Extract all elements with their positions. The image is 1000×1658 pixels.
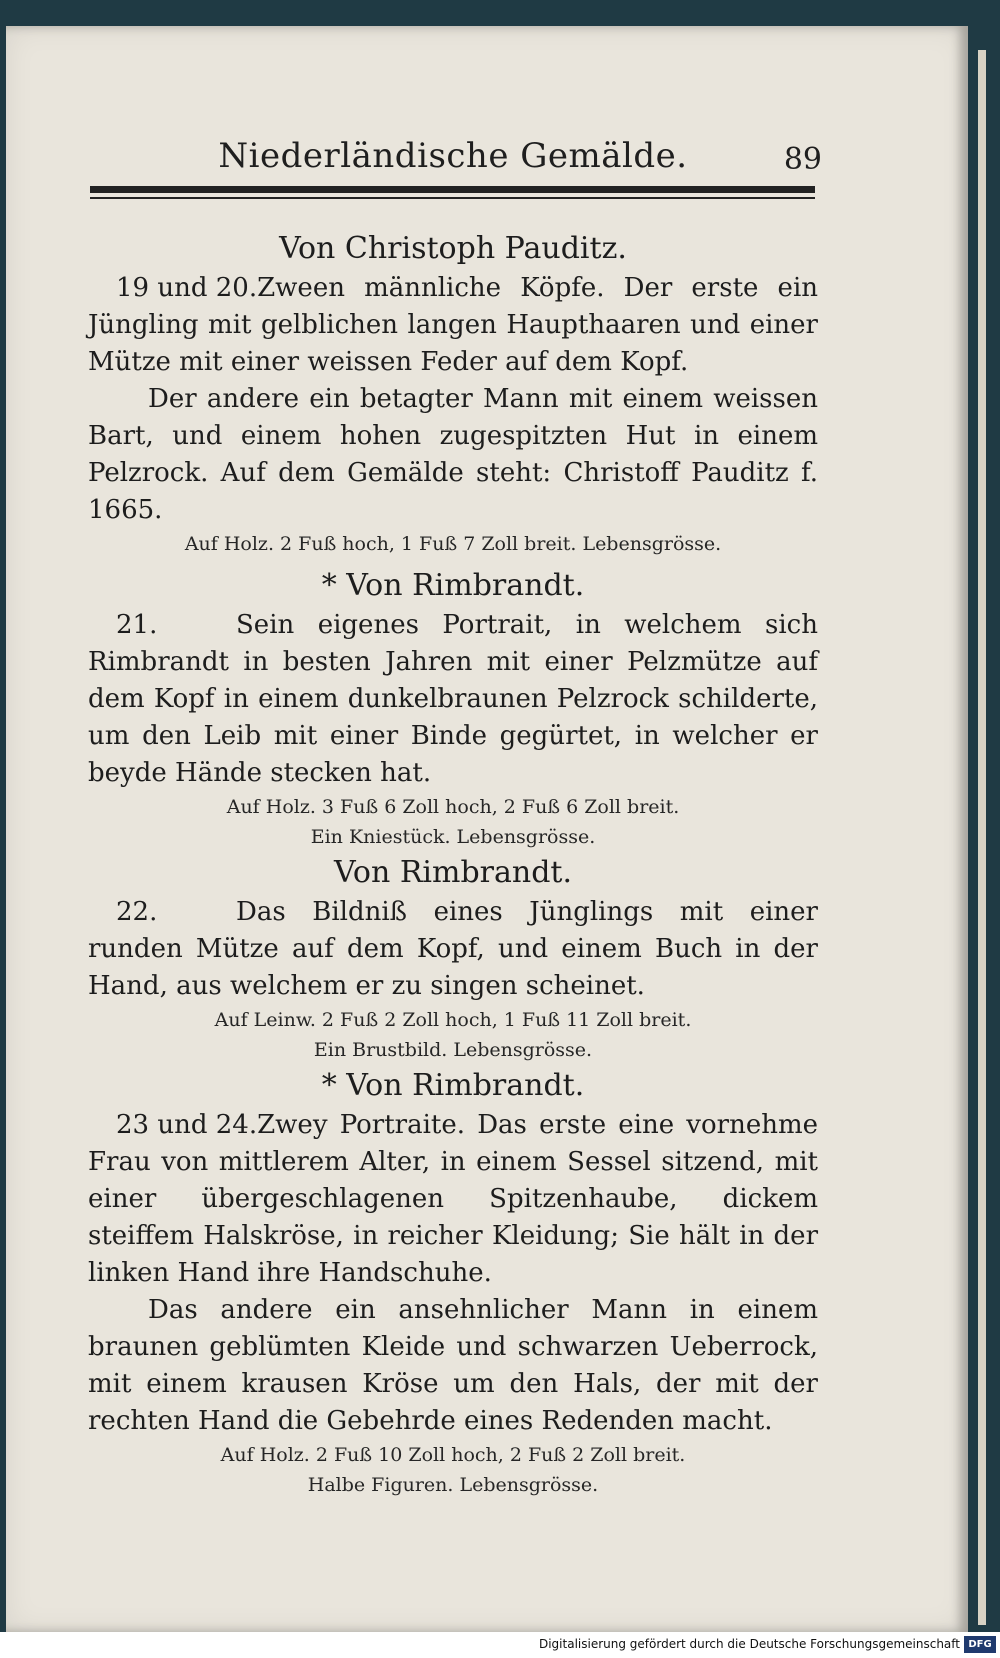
- entry-text: Das Bildniß eines Jünglings mit einer runden Mütze auf dem Kopf, und einem Buch in der Hand, aus welchem er zu singen scheinet.: [88, 897, 818, 1001]
- page-number: 89: [783, 142, 822, 177]
- entry-number: 21.: [116, 610, 158, 640]
- entry-meta: Auf Holz. 3 Fuß 6 Zoll hoch, 2 Fuß 6 Zoll breit.: [226, 796, 680, 818]
- page-title: Niederländische Gemälde.: [218, 136, 688, 176]
- header-rule-thin: [90, 197, 815, 199]
- footer-bar: [0, 1632, 1000, 1658]
- section-heading: Von Rimbrandt.: [333, 855, 572, 890]
- entry-meta: Auf Holz. 2 Fuß hoch, 1 Fuß 7 Zoll breit. Lebensgrösse.: [184, 533, 722, 555]
- entry-paragraph: [88, 607, 818, 792]
- entry-text: Zwey Portraite. Das erste eine vornehme Frau von mittlerem Alter, in einem Sessel sitzend, mit einer übergeschlagenen Spitzenhaube, dickem steiffem Halskröse, in reicher Kleidung; Sie hält in der linken Hand ihre Handschuhe.: [88, 1110, 818, 1288]
- entry-paragraph: Der andere ein betagter Mann mit einem weissen Bart, und einem hohen zugespitzten Hut in einem Pelzrock. Auf dem Gemälde steht: Christoff Pauditz f. 1665.: [88, 384, 818, 525]
- entry-paragraph: Das andere ein ansehnlicher Mann in einem braunen geblümten Kleide und schwarzen Ueberrock, mit einem krausen Kröse um den Hals, der mit der rechten Hand die Gebehrde eines Redenden macht.: [88, 1295, 818, 1436]
- page-content: [88, 228, 818, 1500]
- entry-meta: Auf Leinw. 2 Fuß 2 Zoll hoch, 1 Fuß 11 Zoll breit.: [214, 1009, 692, 1031]
- entry-paragraph: [88, 894, 818, 1005]
- entry-text: Zween männliche Köpfe. Der erste ein Jüngling mit gelblichen langen Haupthaaren und einer Mütze mit einer weissen Feder auf dem Kopf.: [88, 273, 818, 377]
- entry-number: 23 und 24.: [116, 1110, 258, 1140]
- running-head: [88, 136, 822, 180]
- footer-credit: Digitalisierung gefördert durch die Deutsche Forschungsgemeinschaft: [538, 1637, 960, 1651]
- page-edge: [978, 50, 986, 1625]
- entry-meta: Auf Holz. 2 Fuß 10 Zoll hoch, 2 Fuß 2 Zoll breit.: [220, 1444, 686, 1466]
- entry-meta: Ein Kniestück. Lebensgrösse.: [310, 826, 596, 848]
- entry-number: 22.: [116, 897, 158, 927]
- section-heading: Von Christoph Pauditz.: [279, 231, 627, 266]
- entry-text: Sein eigenes Portrait, in welchem sich Rimbrandt in besten Jahren mit einer Pelzmütze auf dem Kopf in einem dunkelbraunen Pelzrock schilderte, um den Leib mit einer Binde gegürtet, in welcher er beyde Hände stecken hat.: [88, 610, 818, 788]
- header-rule-thick: [90, 186, 815, 193]
- entry-meta: Halbe Figuren. Lebensgrösse.: [307, 1474, 599, 1496]
- entry-paragraph: [88, 1107, 818, 1292]
- section-heading: * Von Rimbrandt.: [321, 568, 585, 603]
- section-heading: * Von Rimbrandt.: [321, 1068, 585, 1103]
- entry-meta: Ein Brustbild. Lebensgrösse.: [313, 1039, 593, 1061]
- entry-number: 19 und 20.: [116, 273, 258, 303]
- dfg-logo: DFG: [964, 1636, 996, 1653]
- entry-paragraph: [88, 270, 818, 381]
